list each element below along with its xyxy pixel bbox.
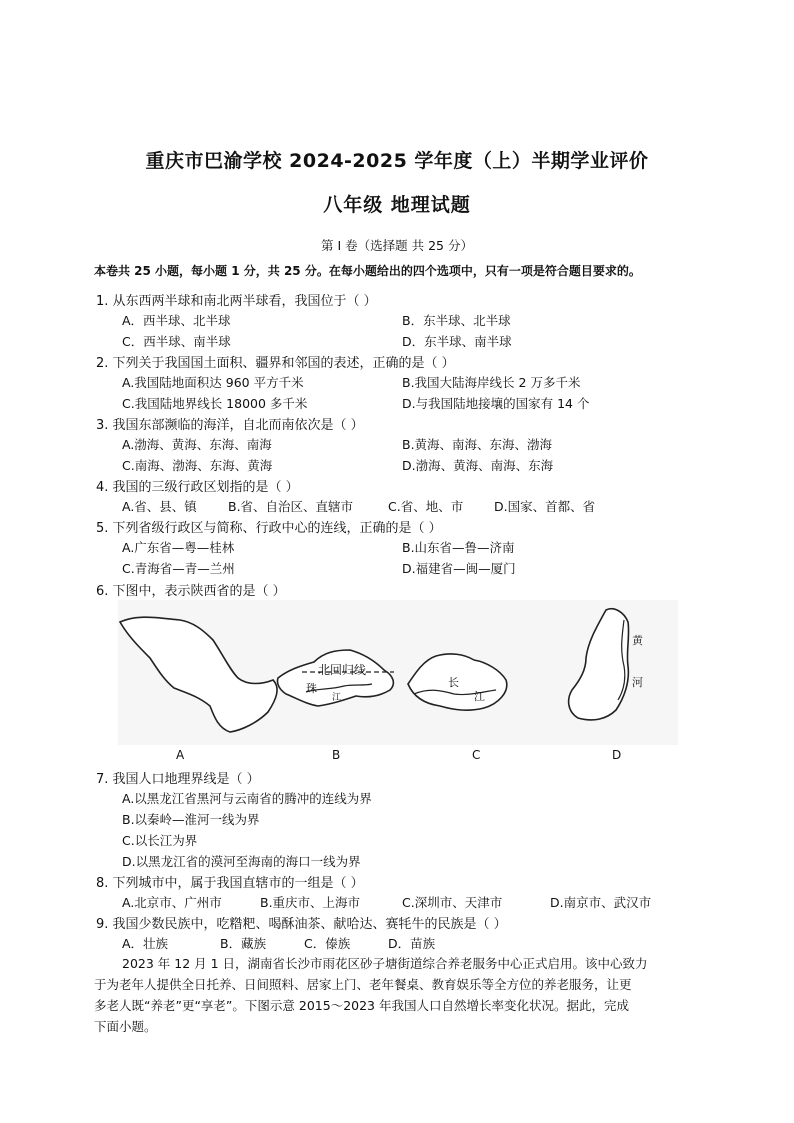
question-5-option-c: C.青海省—青—兰州 xyxy=(122,561,235,576)
question-4-option-a: A.省、县、镇 xyxy=(122,499,197,514)
question-9-stem: 9. 我国少数民族中，吃糌粑、喝酥油茶、献哈达、赛牦牛的民族是（ ） xyxy=(96,917,507,932)
question-8-option-b: B.重庆市、上海市 xyxy=(260,895,361,910)
map-b-zhu-label: 珠 xyxy=(306,682,317,695)
question-1-option-d: D．东半球、南半球 xyxy=(402,334,512,349)
question-9-option-b: B．藏族 xyxy=(220,936,267,951)
exam-subtitle: 八年级 地理试题 xyxy=(323,194,471,216)
question-8-option-d: D.南京市、武汉市 xyxy=(550,895,652,910)
map-b-jiang-label: 江 xyxy=(332,693,342,703)
question-3-stem: 3. 我国东部濒临的海洋，自北而南依次是（ ） xyxy=(96,418,364,433)
question-7-option-c: C.以长江为界 xyxy=(122,833,198,848)
question-1-option-a: A．西半球、北半球 xyxy=(122,313,231,328)
question-1-option-b: B．东半球、北半球 xyxy=(402,313,511,328)
question-8-stem: 8. 下列城市中，属于我国直辖市的一组是（ ） xyxy=(96,876,364,891)
question-5-stem: 5. 下列省级行政区与简称、行政中心的连线，正确的是（ ） xyxy=(96,521,442,536)
question-2-option-d: D.与我国陆地接壤的国家有 14 个 xyxy=(402,396,590,411)
question-5-option-d: D.福建省—闽—厦门 xyxy=(402,561,516,576)
passage-line-3: 多老人既“养老”更“享老”。下图示意 2015～2023 年我国人口自然增长率变化状况。据此，完成 xyxy=(94,998,629,1013)
passage-line-1: 2023 年 12 月 1 日，湖南省长沙市雨花区砂子塘街道综合养老服务中心正式启用。该中心致力 xyxy=(122,956,648,971)
question-7-option-a: A.以黑龙江省黑河与云南省的腾冲的连线为界 xyxy=(122,791,372,806)
question-3-option-a: A.渤海、黄海、东海、南海 xyxy=(122,437,272,452)
question-6-stem: 6. 下图中，表示陕西省的是（ ） xyxy=(96,584,286,599)
question-5-option-a: A.广东省—粤—桂林 xyxy=(122,540,235,555)
map-d-huang-label: 黄 xyxy=(632,634,643,647)
question-4-stem: 4. 我国的三级行政区划指的是（ ） xyxy=(96,480,299,495)
question-3-option-d: D.渤海、黄海、南海、东海 xyxy=(402,458,554,473)
exam-title: 重庆市巴渝学校 2024-2025 学年度（上）半期学业评价 xyxy=(145,150,649,172)
question-9-option-a: A．壮族 xyxy=(122,936,169,951)
question-4-option-b: B.省、自治区、直辖市 xyxy=(228,499,354,514)
section-heading: 第 I 卷（选择题 共 25 分） xyxy=(321,238,473,253)
passage-line-4: 下面小题。 xyxy=(94,1019,157,1034)
province-maps xyxy=(118,600,678,745)
map-label-d: D xyxy=(612,748,622,762)
question-7-stem: 7. 我国人口地理界线是（ ） xyxy=(96,772,260,787)
question-8-option-a: A.北京市、广州市 xyxy=(122,895,222,910)
map-d-he-label: 河 xyxy=(632,676,643,689)
question-2-stem: 2. 下列关于我国国土面积、疆界和邻国的表述，正确的是（ ） xyxy=(96,356,455,371)
map-b-tropic-label: 北回归线 xyxy=(318,663,367,677)
question-9-option-c: C．傣族 xyxy=(304,936,351,951)
question-4-option-d: D.国家、首都、省 xyxy=(494,499,596,514)
question-2-option-a: A.我国陆地面积达 960 平方千米 xyxy=(122,375,304,390)
map-c-jiang-label: 江 xyxy=(474,690,485,703)
question-4-option-c: C.省、地、市 xyxy=(388,499,464,514)
question-7-option-d: D.以黑龙江省的漠河至海南的海口一线为界 xyxy=(122,854,361,869)
map-label-b: B xyxy=(332,748,341,762)
passage-line-2: 于为老年人提供全日托养、日间照料、居家上门、老年餐桌、教育娱乐等全方位的养老服务，让更 xyxy=(94,977,632,992)
question-8-option-c: C.深圳市、天津市 xyxy=(402,895,503,910)
instructions: 本卷共 25 小题，每小题 1 分，共 25 分。在每小题给出的四个选项中，只有一项是符合题目要求的。 xyxy=(94,264,641,278)
question-7-option-b: B.以秦岭—淮河一线为界 xyxy=(122,812,260,827)
reading-passage xyxy=(94,953,704,1037)
map-c-chang-label: 长 xyxy=(448,676,459,689)
question-9-option-d: D．苗族 xyxy=(388,936,436,951)
question-3-option-c: C.南海、渤海、东海、黄海 xyxy=(122,458,273,473)
question-2-option-b: B.我国大陆海岸线长 2 万多千米 xyxy=(402,375,581,390)
map-label-c: C xyxy=(472,748,481,762)
question-1-option-c: C．西半球、南半球 xyxy=(122,334,231,349)
question-5-option-b: B.山东省—鲁—济南 xyxy=(402,540,515,555)
question-1-stem: 1. 从东西两半球和南北两半球看，我国位于（ ） xyxy=(96,294,377,309)
map-label-a: A xyxy=(176,748,185,762)
question-3-option-b: B.黄海、南海、东海、渤海 xyxy=(402,437,553,452)
question-2-option-c: C.我国陆地界线长 18000 多千米 xyxy=(122,396,308,411)
